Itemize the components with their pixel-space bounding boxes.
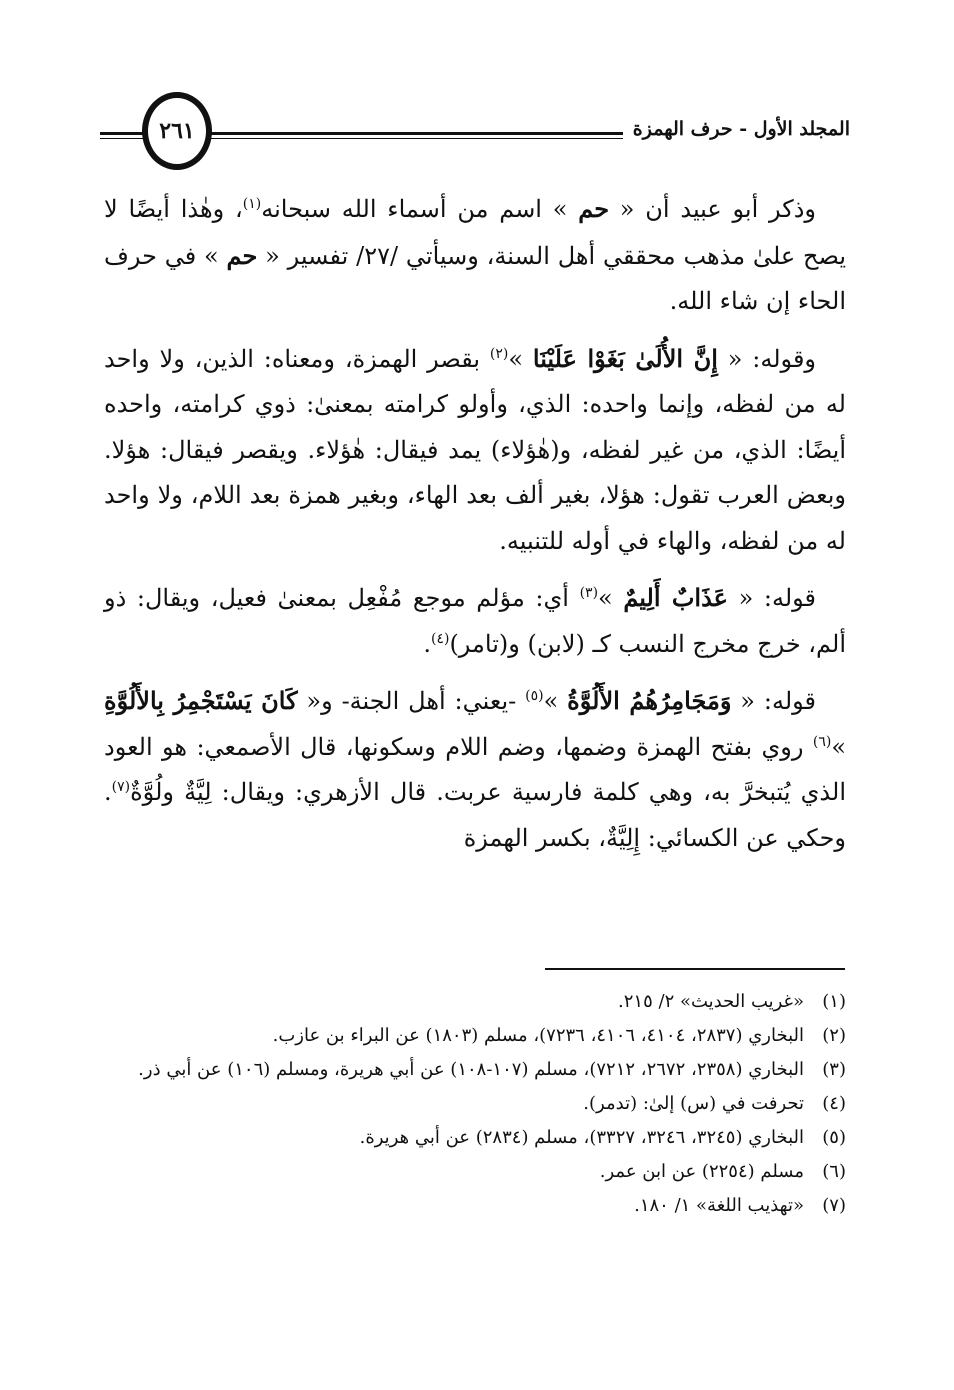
text-run: وذكر أبو عبيد أن «: [609, 195, 816, 223]
text-run: -يعني: أهل الجنة- و«: [297, 687, 526, 715]
footnotes: [104, 985, 846, 1223]
footnote-text: البخاري (٢٨٣٧، ٤١٠٤، ٤١٠٦، ٧٢٣٦)، مسلم (١٨٠٣) عن البراء بن عازب.: [272, 1025, 804, 1046]
footnote-ref: (٢): [489, 345, 509, 362]
page-header: [100, 92, 850, 184]
running-title: المجلد الأول - حرف الهمزة: [623, 118, 850, 140]
footnote-ref: (٤): [430, 630, 450, 647]
footnote-text: «غريب الحديث» ٢/ ٢١٥.: [618, 991, 804, 1012]
text-run: . وحكي عن الكسائي: إِلِيَّةٌ، بكسر الهمزة: [104, 778, 846, 852]
footnote-ref: (٦): [812, 733, 832, 750]
text-run: روي بفتح الهمزة وضمها، وضم اللام وسكونها، قال الأصمعي: هو العود الذي يُتبخرَّ به، وهي كلمة فارسية عربت. قال الأزهري: ويقال: لِيَّةٌ ولُوَّةٌ: [104, 732, 846, 806]
text-run: بقصر الهمزة، ومعناه: الذين، ولا واحد له من لفظه، وإنما واحده: الذي، وأولو كرامته بمعنىٰ: ذوي كرامته، واحده أيضًا: الذي، من غير لفظه، و(هٰؤلاء) يمد فيقال: هٰؤلاء. ويقصر فيقال: هؤلا. وبعض العرب تقول: هؤلا، بغير ألف بعد الهاء، وبغير همزة بعد اللام، ولا واحد له من لفظه، والهاء في أوله للتنبيه.: [104, 344, 846, 555]
paragraph-4: [104, 678, 846, 861]
text-run: قوله: «: [731, 687, 817, 715]
paragraph-1: [104, 186, 846, 325]
text-run: » في حرف الحاء إن شاء الله.: [104, 241, 846, 315]
footnote-text: مسلم (٢٢٥٤) عن ابن عمر.: [599, 1161, 804, 1182]
quoted-term: حم: [578, 194, 610, 223]
quoted-term: حم: [226, 240, 258, 270]
footnote-ref: (١): [242, 196, 262, 212]
footnote-text: «تهذيب اللغة» ١/ ١٨٠.: [634, 1195, 804, 1216]
quoted-term: وَمَجَامِرُهُمُ الأَلُوَّةُ: [567, 686, 732, 715]
footnote-number: (٣): [822, 1059, 846, 1080]
footnote-number: (٧): [822, 1195, 846, 1216]
footnote-6: [104, 1155, 846, 1189]
text-run: »: [543, 687, 568, 715]
footnote-ref: (٣): [579, 585, 599, 601]
footnote-number: (٤): [822, 1093, 846, 1114]
footnote-ref: (٧): [111, 779, 131, 795]
text-run: ، وهٰذا أيضًا لا يصح علىٰ مذهب محققي أهل السنة، وسيأتي /٢٧/ تفسير «: [104, 195, 846, 270]
text-run: »: [831, 732, 846, 761]
footnote-text: تحرفت في (س) إلىٰ: (تدمر).: [583, 1093, 804, 1114]
footnote-text: البخاري (٣٢٤٥، ٣٢٤٦، ٣٣٢٧)، مسلم (٢٨٣٤) عن أبي هريرة.: [359, 1127, 804, 1148]
footnote-number: (٦): [822, 1161, 846, 1182]
main-text: [104, 186, 846, 861]
text-run: »: [598, 584, 624, 612]
page-number: ٢٦١: [142, 92, 212, 170]
footnote-text: البخاري (٢٣٥٨، ٢٦٧٢، ٧٢١٢)، مسلم (١٠٧-١٠٨) عن أبي هريرة، ومسلم (١٠٦) عن أبي ذر.: [138, 1059, 804, 1080]
quoted-term: إِنَّ الأُلَىٰ بَغَوْا عَلَيْنَا: [532, 343, 718, 373]
footnote-1: [104, 985, 846, 1019]
footnote-ref: (٥): [525, 688, 544, 704]
footnote-number: (٥): [822, 1127, 846, 1148]
quoted-term: كَانَ يَسْتَجْمِرُ بِالأَلُوَّةِ: [104, 686, 298, 715]
text-run: »: [508, 344, 533, 373]
footnote-4: [104, 1087, 846, 1121]
text-run: وقوله: «: [717, 344, 817, 373]
footnote-2: [104, 1019, 846, 1053]
footnote-number: (١): [822, 991, 846, 1012]
quoted-term: عَذَابٌ أَلِيمٌ: [623, 583, 729, 612]
footnote-separator: [545, 968, 845, 970]
paragraph-3: [104, 575, 846, 667]
text-run: أي: مؤلم موجع مُفْعِل بمعنىٰ فعيل، ويقال: ذو ألم، خرج مخرج النسب كـ (لابن) و(تامر): [104, 584, 846, 658]
footnote-3: [104, 1053, 846, 1087]
paragraph-2: [104, 336, 846, 565]
text-run: » اسم من أسماء الله سبحانه: [261, 195, 579, 223]
text-run: قوله: «: [728, 584, 817, 612]
text-run: .: [423, 629, 431, 658]
footnote-5: [104, 1121, 846, 1155]
footnote-number: (٢): [822, 1025, 846, 1046]
footnote-7: [104, 1189, 846, 1223]
